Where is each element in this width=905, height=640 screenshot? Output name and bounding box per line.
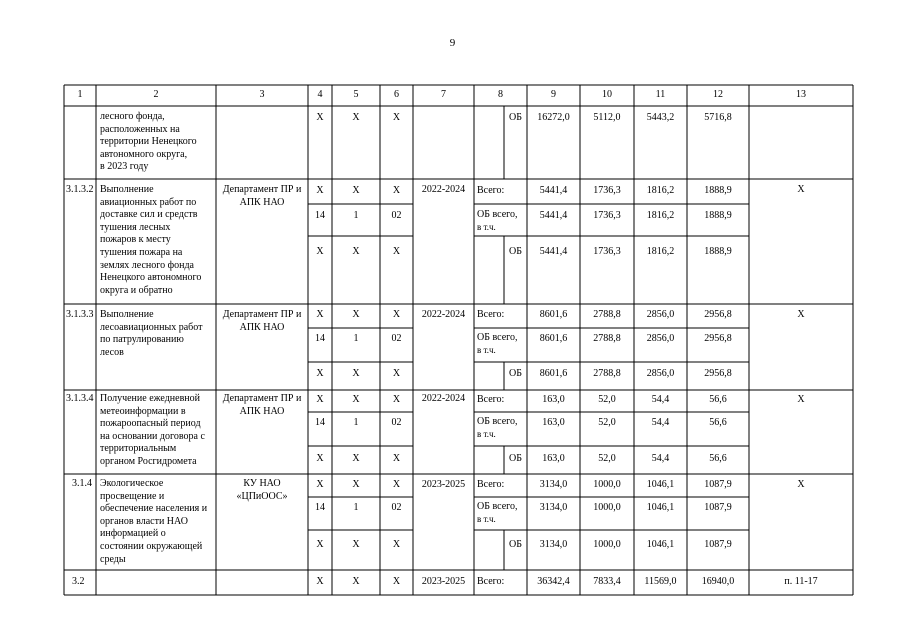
cell-c5: Х (352, 479, 360, 490)
cell-c5: Х (352, 539, 360, 550)
cell-c4: Х (316, 576, 324, 587)
value-c10: 1000,0 (593, 539, 621, 550)
cell-c4: 14 (315, 417, 325, 428)
header-cell: 9 (551, 89, 556, 100)
executor-line: Департамент ПР и (222, 309, 302, 320)
cell-c4: Х (316, 479, 324, 490)
value-c12: 2956,8 (704, 333, 732, 344)
value-c9: 8601,6 (539, 333, 568, 344)
name-line: округа и обратно (100, 284, 173, 296)
value-c12: 1888,9 (704, 210, 732, 221)
funding-label-sub: в т.ч. (477, 429, 496, 439)
executor-line: АПК НАО (239, 405, 285, 417)
value-c10: 7833,4 (593, 576, 621, 587)
value-c12: 1087,9 (704, 539, 732, 550)
cell-c5: Х (352, 185, 360, 196)
period: 2022-2024 (421, 184, 466, 195)
header-cell: 11 (655, 89, 666, 100)
value-c10: 52,0 (598, 417, 616, 428)
header-cell: 4 (317, 89, 323, 100)
value-c9: 3134,0 (539, 502, 568, 513)
row-number: 3.1.3.4 (66, 393, 94, 404)
name-line: тушения пожара на (100, 247, 183, 258)
name-line: Выполнение (100, 184, 154, 195)
header-cell: 2 (153, 89, 159, 100)
name-line: доставке сил и средств (100, 209, 198, 221)
value-c12: 1087,9 (704, 502, 732, 513)
funding-type: ОБ (509, 246, 522, 257)
name-line: автономного округа, (100, 148, 188, 160)
value-c9: 16272,0 (537, 112, 570, 123)
header-cell: 12 (713, 89, 723, 100)
name-line: землях лесного фонда (100, 259, 194, 271)
funding-label: ОБ всего, (477, 416, 518, 427)
cell-c6: 02 (391, 210, 402, 221)
name-line: состоянии окружающей (100, 541, 203, 552)
value-c10: 1736,3 (593, 185, 621, 196)
cell-c4: Х (316, 539, 324, 550)
value-c11: 5443,2 (646, 112, 675, 123)
funding-label-sub: в т.ч. (477, 345, 496, 355)
cell-c4: 14 (315, 502, 325, 513)
name-line: Получение ежедневной (100, 393, 201, 404)
executor-line: Департамент ПР и (222, 393, 302, 404)
cell-c5: 1 (353, 210, 359, 221)
value-c9: 8601,6 (539, 309, 568, 320)
name-line: лесов (100, 346, 124, 358)
cell-c4: Х (316, 246, 324, 257)
value-c11: 54,4 (651, 394, 670, 405)
value-c12: 2956,8 (704, 368, 732, 379)
period: 2023-2025 (421, 479, 466, 490)
name-line: территории Ненецкого (100, 136, 197, 148)
cell-c5: 1 (353, 333, 359, 344)
executor-line: АПК НАО (239, 321, 285, 333)
executor-line: АПК НАО (239, 196, 285, 208)
cell-c6: Х (392, 394, 401, 405)
executor-line: Департамент ПР и (222, 184, 302, 195)
value-c11: 1816,2 (646, 185, 675, 196)
row-number: 3.1.3.2 (66, 184, 94, 195)
name-line: метеоинформации в (100, 405, 186, 417)
value-c9: 36342,4 (537, 576, 570, 587)
funding-label: Всего: (477, 309, 505, 320)
value-c9: 163,0 (542, 394, 565, 405)
header-cell: 5 (353, 89, 359, 100)
value-c11: 2856,0 (646, 333, 675, 344)
name-line: по патрулированию (100, 334, 184, 346)
cell-c6: 02 (391, 417, 402, 428)
cell-c4: 14 (315, 210, 325, 221)
name-line: территориальным (100, 443, 177, 455)
cell-c5: Х (352, 394, 360, 405)
header-cell: 10 (602, 89, 612, 100)
value-c12: 1087,9 (704, 479, 732, 490)
value-c10: 2788,8 (593, 309, 621, 320)
value-c12: 56,6 (709, 394, 727, 405)
header-cell: 1 (77, 89, 83, 100)
value-c10: 2788,8 (593, 368, 621, 379)
value-c12: 2956,8 (704, 309, 732, 320)
cell-c4: Х (316, 453, 324, 464)
name-line: в 2023 году (100, 161, 149, 173)
name-line: Ненецкого автономного (100, 272, 202, 284)
funding-label: ОБ всего, (477, 209, 518, 220)
name-line: среды (100, 553, 126, 565)
funding-label: Всего: (477, 479, 505, 490)
value-c10: 1736,3 (593, 210, 621, 221)
name-line: авиационных работ по (100, 196, 197, 208)
name-line: лесного фонда, (100, 111, 165, 122)
cell-c4: 14 (315, 333, 325, 344)
period: 2022-2024 (421, 309, 466, 320)
cell-c5: 1 (353, 502, 359, 513)
value-c11: 54,4 (651, 453, 670, 464)
row-number: 3.1.4 (72, 478, 92, 489)
name-line: лесоавиационных работ (100, 321, 203, 333)
executor-line: «ЦПиООС» (236, 490, 288, 502)
value-c9: 3134,0 (539, 479, 568, 490)
cell-c6: Х (392, 368, 401, 379)
cell-c4: Х (316, 309, 324, 320)
value-c10: 1736,3 (593, 246, 621, 257)
funding-label-sub: в т.ч. (477, 514, 496, 524)
cell-c6: Х (392, 453, 401, 464)
cell-c5: Х (352, 576, 360, 587)
value-c9: 163,0 (542, 417, 565, 428)
row-number: 3.2 (72, 576, 85, 587)
value-c11: 2856,0 (646, 309, 675, 320)
value-c12: 5716,8 (704, 112, 732, 123)
value-c10: 52,0 (598, 394, 616, 405)
funding-label: Всего: (477, 394, 505, 405)
name-line: пожароопасный период (100, 418, 201, 430)
cell-c13: Х (797, 184, 805, 195)
value-c9: 8601,6 (539, 368, 568, 379)
name-line: информацией о (100, 528, 166, 540)
period: 2023-2025 (421, 576, 466, 587)
value-c11: 1046,1 (646, 502, 675, 513)
cell-c5: 1 (353, 417, 359, 428)
funding-label-sub: в т.ч. (477, 222, 496, 232)
value-c10: 1000,0 (593, 479, 621, 490)
name-line: обеспечение населения и (100, 503, 208, 515)
cell-c6: Х (392, 185, 401, 196)
value-c10: 1000,0 (593, 502, 621, 513)
header-cell: 6 (394, 89, 399, 100)
cell-c6: Х (392, 576, 401, 587)
value-c9: 163,0 (542, 453, 565, 464)
value-c11: 1816,2 (646, 246, 675, 257)
value-c12: 1888,9 (704, 246, 732, 257)
cell-c5: Х (352, 246, 360, 257)
cell-c13: Х (797, 394, 805, 405)
cell-c4: Х (316, 394, 324, 405)
name-line: Экологическое (100, 478, 164, 489)
cell-c6: Х (392, 479, 401, 490)
cell-c4: Х (316, 368, 324, 379)
funding-type: ОБ (509, 112, 522, 123)
cell-c6: Х (392, 112, 401, 123)
cell-c5: Х (352, 368, 360, 379)
funding-label: Всего: (477, 185, 505, 196)
value-c12: 56,6 (709, 417, 727, 428)
value-c10: 52,0 (598, 453, 616, 464)
value-c11: 1046,1 (646, 539, 675, 550)
page-number: 9 (449, 37, 456, 49)
name-line: органом Росгидромета (100, 456, 197, 467)
value-c11: 1046,1 (646, 479, 675, 490)
name-line: расположенных на (100, 123, 180, 135)
period: 2022-2024 (421, 393, 466, 404)
value-c9: 5441,4 (539, 185, 568, 196)
header-cell: 13 (796, 89, 806, 100)
cell-c5: Х (352, 309, 360, 320)
value-c11: 2856,0 (646, 368, 675, 379)
funding-type: ОБ (509, 539, 522, 550)
value-c9: 5441,4 (539, 210, 568, 221)
cell-c6: Х (392, 539, 401, 550)
header-cell: 7 (441, 89, 446, 100)
cell-c4: Х (316, 112, 324, 123)
cell-c6: 02 (391, 502, 402, 513)
cell-c6: Х (392, 309, 401, 320)
cell-c13: Х (797, 309, 805, 320)
value-c12: 56,6 (709, 453, 727, 464)
cell-c5: Х (352, 453, 360, 464)
value-c11: 11569,0 (644, 576, 677, 587)
value-c12: 16940,0 (701, 576, 735, 587)
name-line: тушения лесных (100, 221, 171, 233)
name-line: просвещение и (100, 490, 165, 502)
funding-type: ОБ (509, 368, 522, 379)
cell-c4: Х (316, 185, 324, 196)
cell-c5: Х (352, 112, 360, 123)
funding-label: ОБ всего, (477, 501, 518, 512)
row-number: 3.1.3.3 (66, 309, 94, 320)
name-line: органов власти НАО (100, 515, 188, 527)
value-c10: 5112,0 (593, 112, 621, 123)
value-c11: 54,4 (651, 417, 670, 428)
cell-c6: Х (392, 246, 401, 257)
name-line: пожаров к месту (100, 234, 171, 246)
value-c10: 2788,8 (593, 333, 621, 344)
funding-label: Всего: (477, 576, 505, 587)
name-line: Выполнение (100, 309, 154, 320)
value-c11: 1816,2 (646, 210, 675, 221)
funding-type: ОБ (509, 453, 522, 464)
executor-line: КУ НАО (243, 478, 281, 489)
funding-label: ОБ всего, (477, 332, 518, 343)
value-c9: 3134,0 (539, 539, 568, 550)
cell-c13: п. 11-17 (784, 576, 818, 587)
cell-c6: 02 (391, 333, 402, 344)
name-line: на основании договора с (100, 430, 205, 442)
value-c12: 1888,9 (704, 185, 732, 196)
header-cell: 3 (259, 89, 265, 100)
header-cell: 8 (498, 89, 503, 100)
cell-c13: Х (797, 479, 805, 490)
value-c9: 5441,4 (539, 246, 568, 257)
